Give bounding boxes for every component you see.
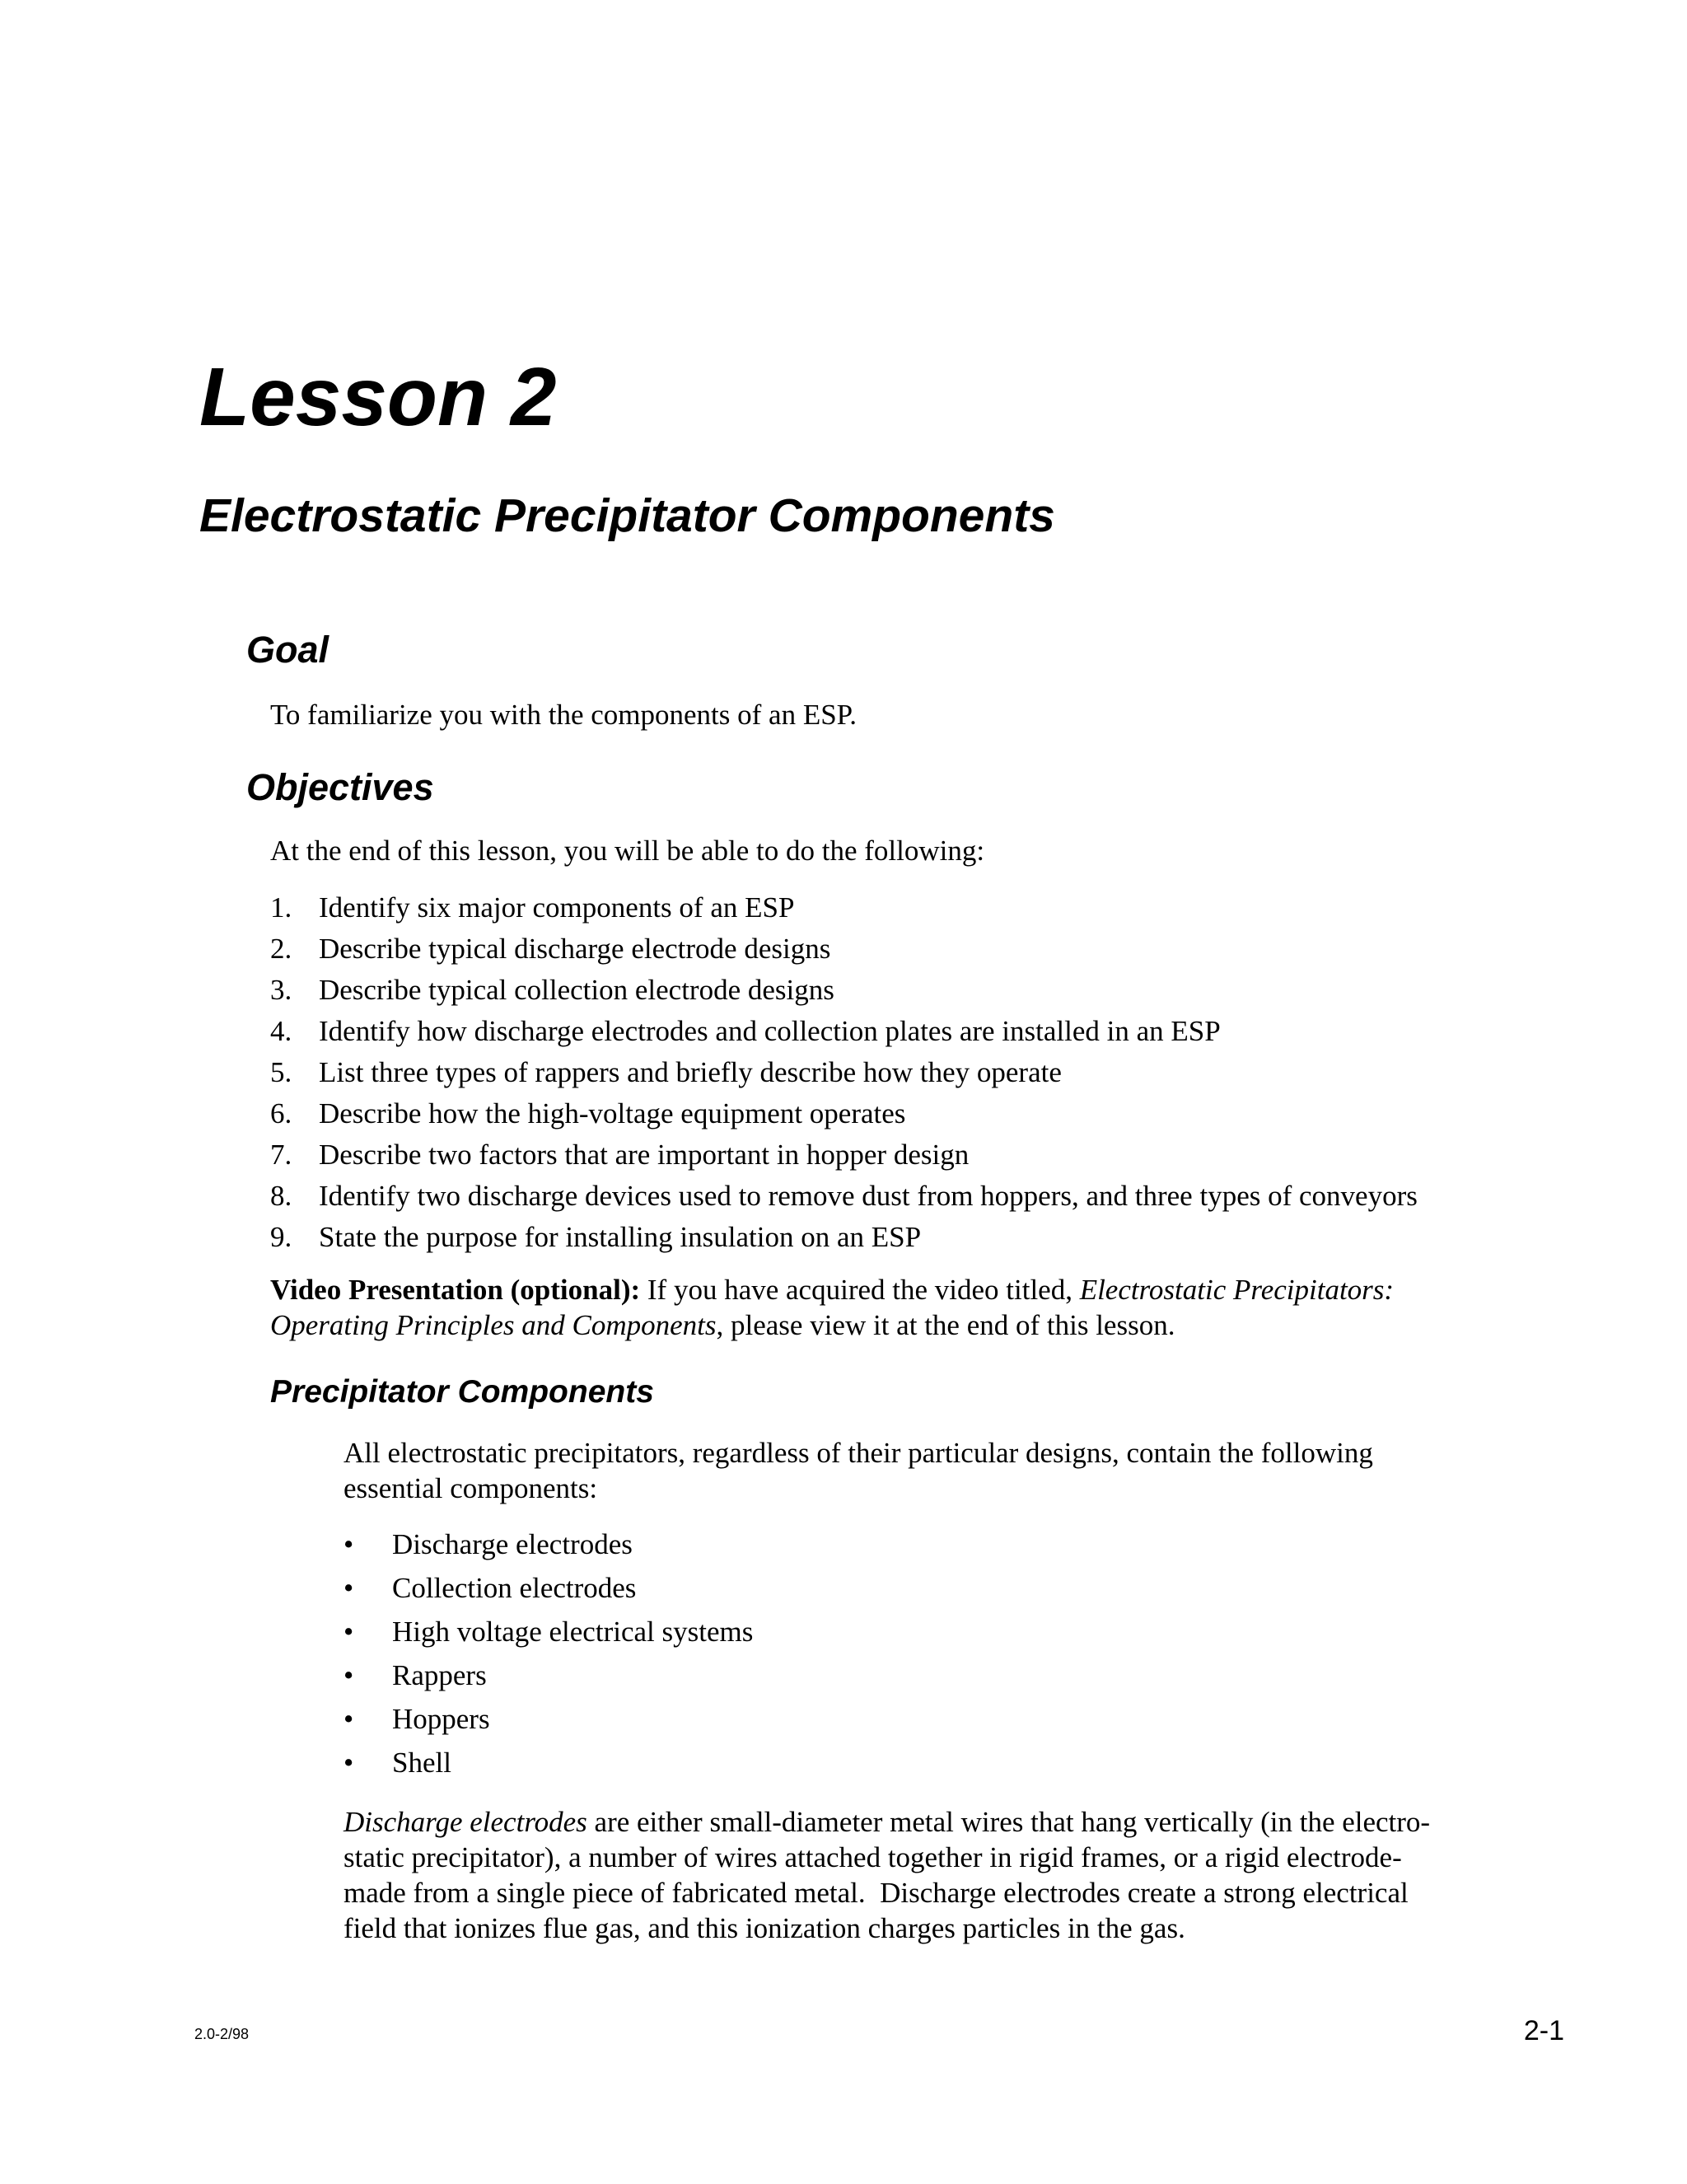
video-title-part-1: Electrostatic Precipitators:: [1079, 1274, 1395, 1306]
bullet-icon: •: [343, 1747, 354, 1779]
objective-text: Identify two discharge devices used to remove dust from hoppers, and three types of conveyors: [319, 1180, 1418, 1212]
discharge-electrodes-paragraph: [343, 1804, 1530, 1946]
discharge-line-2: static precipitator), a number of wires attached together in rigid frames, or a rigid electrode-: [343, 1841, 1402, 1873]
precipitator-intro-line-2: essential components:: [343, 1472, 598, 1504]
video-presentation-note: [270, 1272, 1522, 1343]
component-name: High voltage electrical systems: [392, 1616, 754, 1648]
objective-item: [270, 928, 1506, 970]
objective-text: Describe two factors that are important in hopper design: [319, 1139, 970, 1171]
objective-item: [270, 1176, 1506, 1217]
objective-number: 2.: [270, 933, 292, 965]
objectives-heading: Objectives: [246, 766, 434, 808]
objective-item: [270, 1217, 1506, 1258]
lesson-title: Lesson 2: [199, 351, 557, 443]
video-line-1: [270, 1272, 1522, 1307]
component-name: Shell: [392, 1747, 451, 1779]
objective-text: Describe typical discharge electrode designs: [319, 933, 831, 965]
precipitator-components-heading: Precipitator Components: [270, 1374, 654, 1410]
objective-item: [270, 970, 1506, 1011]
component-name: Hoppers: [392, 1703, 490, 1735]
component-name: Discharge electrodes: [392, 1528, 633, 1560]
objective-item: [270, 1134, 1506, 1176]
video-text-after: , please view it at the end of this lesson.: [716, 1309, 1175, 1341]
objective-item: [270, 1052, 1506, 1093]
objective-item: [270, 1011, 1506, 1052]
objective-text: Identify how discharge electrodes and collection plates are installed in an ESP: [319, 1015, 1221, 1047]
discharge-line-1: [343, 1804, 1530, 1840]
bullet-icon: •: [343, 1703, 354, 1735]
objective-number: 8.: [270, 1180, 292, 1212]
page-number: 2-1: [1523, 2015, 1564, 2046]
video-line-2: [270, 1307, 1522, 1343]
objective-item: [270, 1093, 1506, 1134]
precipitator-intro: [343, 1435, 1513, 1506]
component-name: Rappers: [392, 1659, 487, 1691]
component-list-item: [343, 1522, 1332, 1566]
component-list-item: [343, 1610, 1332, 1653]
goal-heading: Goal: [246, 629, 329, 671]
discharge-term: Discharge electrodes: [343, 1806, 587, 1838]
objective-number: 1.: [270, 891, 292, 924]
objective-number: 7.: [270, 1139, 292, 1171]
objective-item: [270, 887, 1506, 928]
objective-text: List three types of rappers and briefly describe how they operate: [319, 1056, 1062, 1088]
objective-number: 5.: [270, 1056, 292, 1088]
video-label: Video Presentation (optional):: [270, 1274, 641, 1306]
discharge-line-3: made from a single piece of fabricated metal. Discharge electrodes create a strong electrical: [343, 1877, 1409, 1909]
objective-number: 9.: [270, 1221, 292, 1253]
bullet-icon: •: [343, 1572, 354, 1604]
video-title-part-2: Operating Principles and Components: [270, 1309, 717, 1341]
goal-text: To familiarize you with the components of an ESP.: [270, 699, 857, 731]
objective-number: 3.: [270, 974, 292, 1006]
component-name: Collection electrodes: [392, 1572, 637, 1604]
components-list: [343, 1522, 1332, 1784]
component-list-item: [343, 1566, 1332, 1610]
objective-text: Describe how the high-voltage equipment operates: [319, 1097, 906, 1129]
discharge-line-1-rest: are either small-diameter metal wires that hang vertically (in the electro-: [586, 1806, 1431, 1838]
objective-text: Identify six major components of an ESP: [319, 891, 795, 924]
component-list-item: [343, 1653, 1332, 1697]
component-list-item: [343, 1697, 1332, 1741]
discharge-line-4: field that ionizes flue gas, and this ionization charges particles in the gas.: [343, 1912, 1185, 1944]
objective-text: Describe typical collection electrode designs: [319, 974, 834, 1006]
lesson-subtitle: Electrostatic Precipitator Components: [199, 489, 1055, 542]
precipitator-intro-line-1: All electrostatic precipitators, regardless of their particular designs, contain the following: [343, 1437, 1373, 1469]
bullet-icon: •: [343, 1616, 354, 1648]
objective-number: 4.: [270, 1015, 292, 1047]
bullet-icon: •: [343, 1528, 354, 1560]
component-list-item: [343, 1741, 1332, 1784]
objective-number: 6.: [270, 1097, 292, 1129]
bullet-icon: •: [343, 1659, 354, 1691]
objectives-intro: At the end of this lesson, you will be able to do the following:: [270, 835, 985, 867]
revision-code: 2.0-2/98: [194, 2026, 250, 2042]
video-text-before: If you have acquired the video titled,: [640, 1274, 1080, 1306]
objective-text: State the purpose for installing insulation on an ESP: [319, 1221, 922, 1253]
objectives-list: [270, 887, 1506, 1258]
